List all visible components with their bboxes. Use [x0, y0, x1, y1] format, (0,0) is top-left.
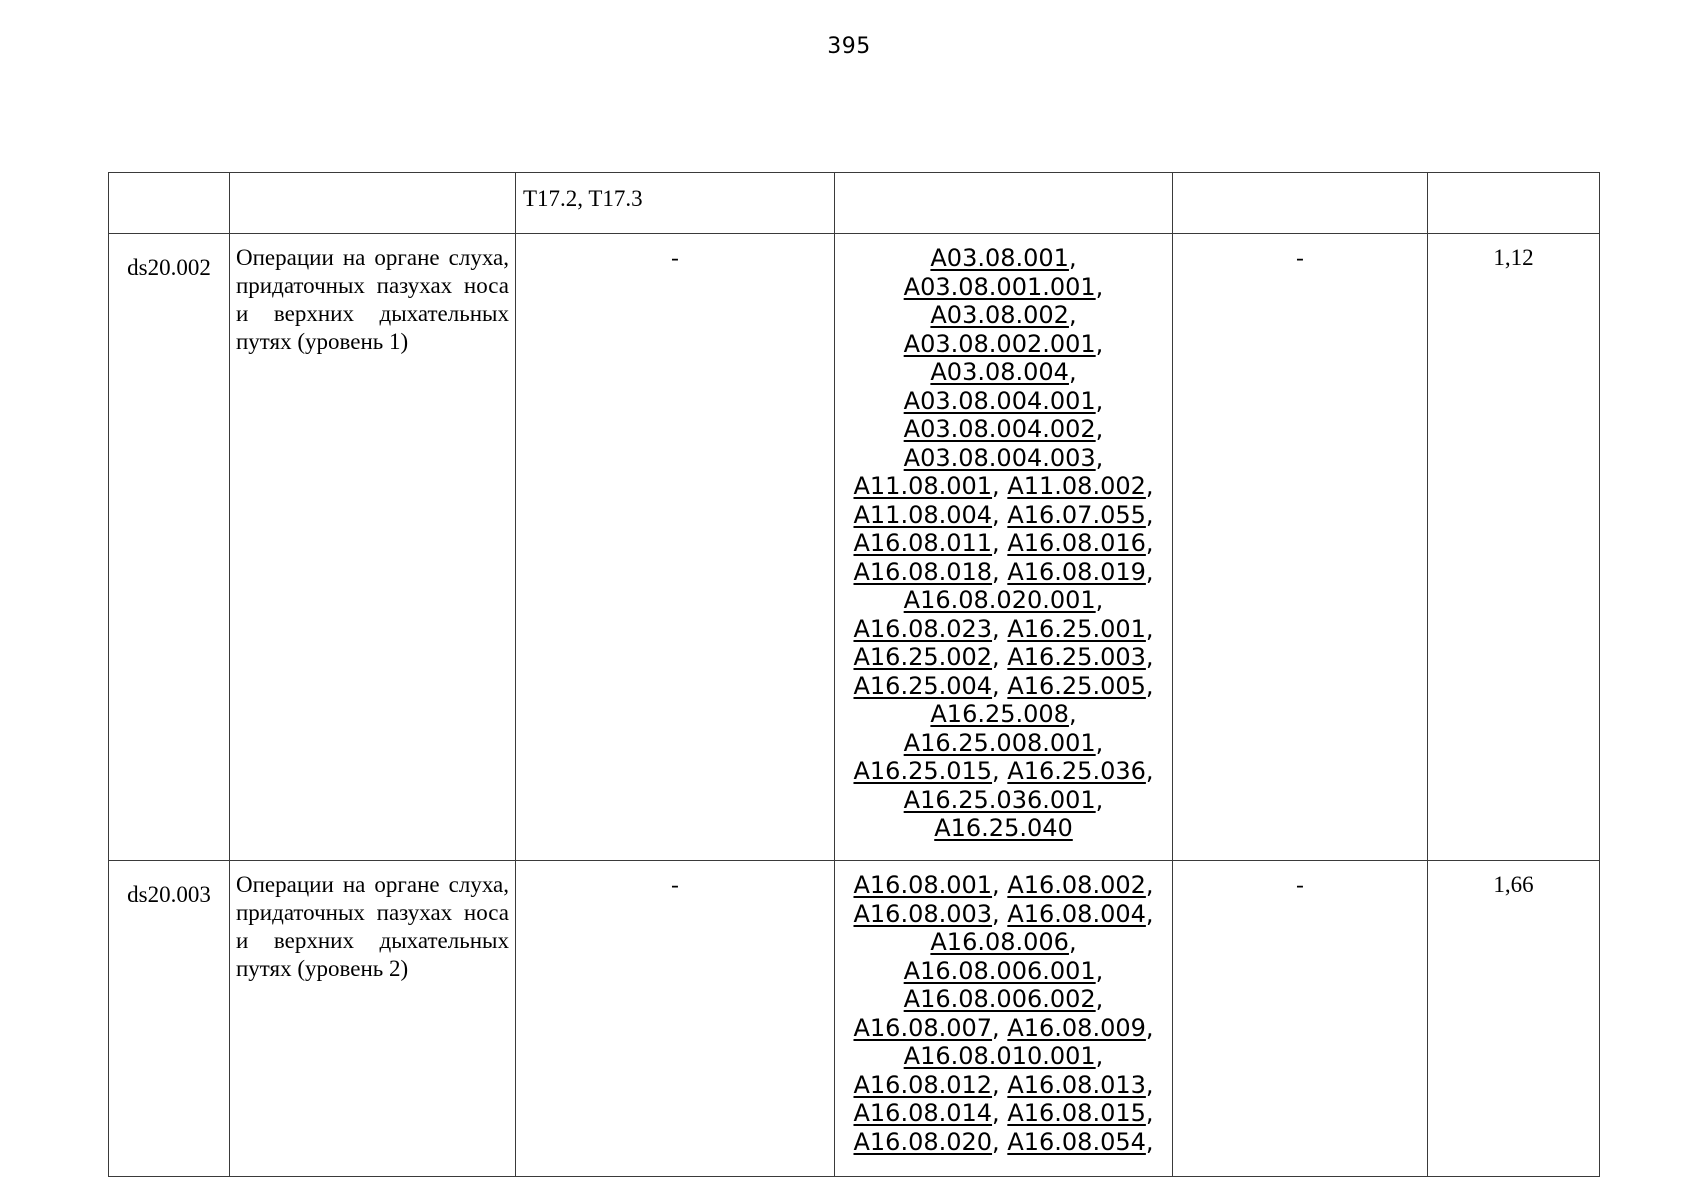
service-code-link[interactable]: A16.25.001 — [1007, 614, 1146, 643]
group-name: Операции на органе слуха, придаточных пазухах носа и верхних дыхательных путях (уровень 2) — [236, 872, 509, 981]
service-line: A16.08.018, A16.08.019, — [853, 557, 1154, 586]
service-code-link[interactable]: A03.08.004.003 — [903, 443, 1096, 472]
coefficient-value: 1,12 — [1493, 245, 1534, 270]
group-code: ds20.003 — [127, 882, 211, 907]
service-line: A03.08.004, — [930, 358, 1077, 386]
service-code-link[interactable]: A16.25.003 — [1007, 643, 1146, 671]
service-code-link[interactable]: A16.25.008 — [930, 700, 1069, 728]
tariff-table — [108, 172, 1600, 1177]
service-code-link[interactable]: A03.08.002.001 — [903, 329, 1096, 358]
service-code-link[interactable]: A16.08.007 — [853, 1013, 993, 1042]
service-code-link[interactable]: A16.08.010.001 — [903, 1042, 1096, 1070]
page-number: 395 — [827, 34, 871, 59]
service-code-link[interactable]: A16.08.011 — [853, 529, 993, 557]
service-code-link[interactable]: A16.25.036.001 — [903, 785, 1096, 814]
service-line: A16.08.010.001, — [903, 1042, 1104, 1070]
coefficient-value: 1,66 — [1493, 872, 1534, 897]
service-code-link[interactable]: A16.08.014 — [853, 1099, 993, 1127]
service-code-link[interactable]: A16.08.006.002 — [903, 985, 1096, 1013]
group-code: ds20.002 — [127, 255, 211, 280]
service-code-link[interactable]: A16.08.009 — [1007, 1013, 1146, 1042]
table-row — [109, 234, 1600, 861]
service-line: A16.08.011, A16.08.016, — [853, 529, 1154, 557]
service-line — [835, 814, 1172, 843]
service-code-link[interactable]: A16.08.023 — [853, 614, 993, 643]
diagnoses-text: - — [671, 245, 679, 270]
service-code-link[interactable]: A16.08.018 — [853, 557, 993, 586]
service-code-link[interactable]: A16.25.008.001 — [903, 728, 1096, 757]
service-code-link[interactable]: A03.08.002 — [930, 301, 1069, 329]
service-code-link[interactable]: A11.08.004 — [853, 500, 993, 529]
service-code-link[interactable]: A16.08.002 — [1007, 871, 1146, 899]
service-line: A16.08.001, A16.08.002, — [853, 871, 1154, 899]
service-line: A03.08.002.001, — [903, 329, 1104, 358]
services-cell — [835, 234, 1173, 861]
service-code-link[interactable]: A16.25.040 — [934, 814, 1073, 842]
service-line: A03.08.004.003, — [903, 443, 1104, 472]
table-row — [109, 173, 1600, 234]
service-line: A16.08.006, — [930, 928, 1077, 956]
diagnoses-cell — [516, 173, 835, 234]
service-line: A16.08.006.002, — [903, 985, 1104, 1013]
service-line: A16.08.006.001, — [903, 956, 1104, 985]
service-line: A03.08.001, — [930, 244, 1077, 272]
service-line: A16.08.020, A16.08.054, — [853, 1127, 1154, 1156]
code-cell — [109, 234, 230, 861]
name-cell — [230, 173, 516, 234]
service-code-link[interactable]: A16.08.006.001 — [903, 956, 1096, 985]
service-line: A16.25.008, — [930, 700, 1077, 728]
service-code-link[interactable]: A16.08.020.001 — [903, 586, 1096, 614]
service-code-link[interactable]: A16.08.004 — [1007, 899, 1146, 928]
service-code-link[interactable]: A11.08.001 — [853, 472, 993, 500]
service-code-link[interactable]: A16.25.004 — [853, 671, 993, 700]
service-line: A16.08.003, A16.08.004, — [853, 899, 1154, 928]
service-code-link[interactable]: A16.08.012 — [853, 1070, 993, 1099]
services-cell — [835, 173, 1173, 234]
service-code-link[interactable]: A16.25.005 — [1007, 671, 1146, 700]
service-code-link[interactable]: A03.08.001 — [930, 244, 1069, 272]
extra-cell — [1173, 173, 1428, 234]
diagnoses-text: - — [671, 872, 679, 897]
service-line: A03.08.002, — [930, 301, 1077, 329]
extra-cell: - — [1173, 861, 1428, 1177]
name-cell — [230, 234, 516, 861]
service-line: A03.08.004.001, — [903, 386, 1104, 415]
service-code-link[interactable]: A16.08.006 — [930, 928, 1069, 956]
service-line: A03.08.001.001, — [903, 272, 1104, 301]
service-line: A16.08.007, A16.08.009, — [853, 1013, 1154, 1042]
service-code-link[interactable]: A03.08.001.001 — [903, 272, 1096, 301]
service-line: A16.25.002, A16.25.003, — [853, 643, 1154, 671]
service-code-link[interactable]: A16.25.015 — [853, 757, 993, 785]
service-line: A11.08.001, A11.08.002, — [853, 472, 1154, 500]
service-line: A16.08.012, A16.08.013, — [853, 1070, 1154, 1099]
service-code-link[interactable]: A16.08.015 — [1007, 1099, 1146, 1127]
service-code-link[interactable]: A16.07.055 — [1007, 500, 1146, 529]
coefficient-cell — [1428, 861, 1600, 1177]
diagnoses-cell — [516, 861, 835, 1177]
service-code-link[interactable]: A03.08.004.002 — [903, 415, 1096, 443]
coefficient-cell — [1428, 234, 1600, 861]
table-row — [109, 861, 1600, 1177]
coefficient-cell — [1428, 173, 1600, 234]
service-code-link[interactable]: A16.08.003 — [853, 899, 993, 928]
diagnoses-cell — [516, 234, 835, 861]
group-name: Операции на органе слуха, придаточных пазухах носа и верхних дыхательных путях (уровень 1) — [236, 245, 509, 354]
service-code-link[interactable]: A03.08.004.001 — [903, 386, 1096, 415]
service-code-link[interactable]: A16.25.002 — [853, 643, 993, 671]
service-line: A16.08.023, A16.25.001, — [853, 614, 1154, 643]
code-cell — [109, 861, 230, 1177]
service-code-link[interactable]: A16.08.013 — [1007, 1070, 1146, 1099]
service-code-link[interactable]: A16.08.016 — [1007, 529, 1146, 557]
service-code-link[interactable]: A16.08.020 — [853, 1127, 993, 1156]
name-cell — [230, 861, 516, 1177]
services-cell — [835, 861, 1173, 1177]
service-line: A03.08.004.002, — [903, 415, 1104, 443]
extra-cell: - — [1173, 234, 1428, 861]
service-code-link[interactable]: A03.08.004 — [930, 358, 1069, 386]
service-line: A11.08.004, A16.07.055, — [853, 500, 1154, 529]
code-cell — [109, 173, 230, 234]
service-line: A16.08.020.001, — [903, 586, 1104, 614]
service-line: A16.25.004, A16.25.005, — [853, 671, 1154, 700]
service-code-link[interactable]: A16.25.036 — [1007, 757, 1146, 785]
diagnoses-text: T17.2, T17.3 — [523, 186, 643, 211]
service-code-link[interactable]: A16.08.019 — [1007, 557, 1146, 586]
service-line: A16.25.036.001, — [903, 785, 1104, 814]
service-code-link[interactable]: A11.08.002 — [1007, 472, 1146, 500]
service-code-link[interactable]: A16.08.054 — [1007, 1127, 1146, 1156]
service-code-link[interactable]: A16.08.001 — [853, 871, 993, 899]
service-line: A16.25.008.001, — [903, 728, 1104, 757]
service-line: A16.08.014, A16.08.015, — [853, 1099, 1154, 1127]
service-line: A16.25.015, A16.25.036, — [853, 757, 1154, 785]
